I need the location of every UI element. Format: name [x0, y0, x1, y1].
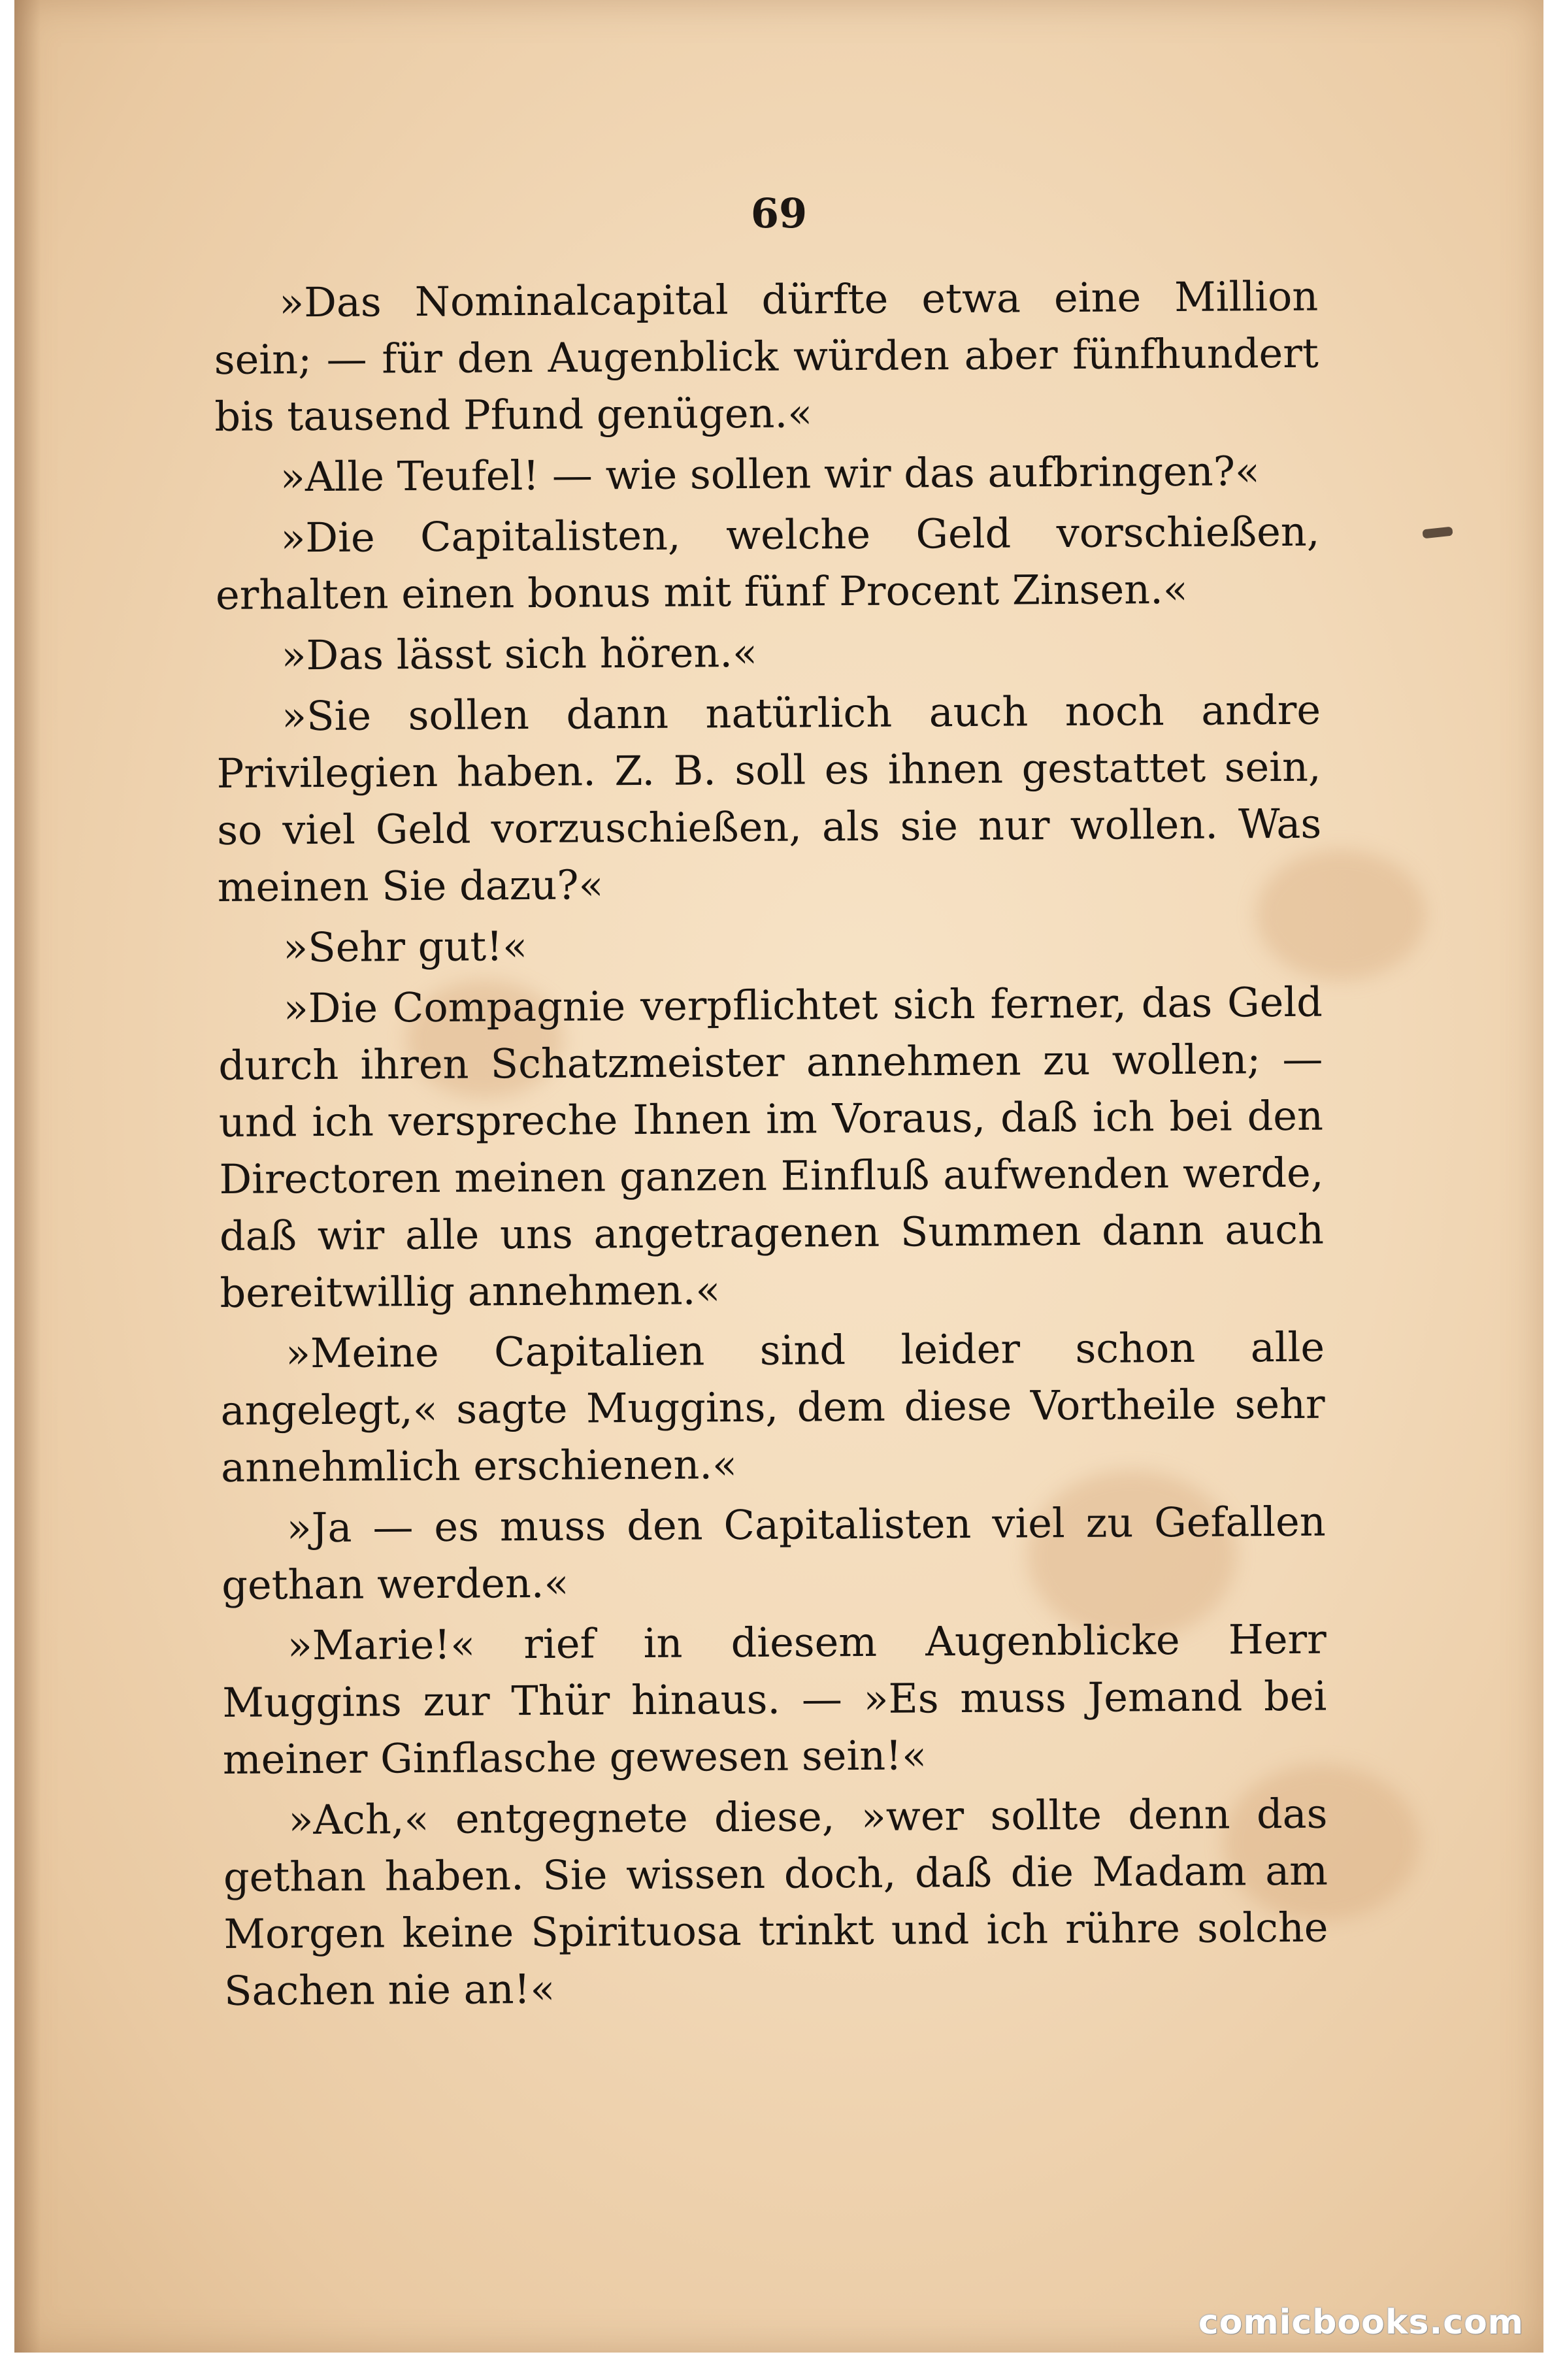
- paragraph: »Ach,« entgegnete diese, »wer sollte denn das gethan haben. Sie wissen doch, daß die Madam am Morgen keine Spirituosa trinkt und ich rühre solche Sachen nie an!«: [223, 1789, 1328, 2015]
- body-text: [214, 268, 1328, 2023]
- binding-edge: [14, 0, 41, 2353]
- paragraph: »Die Compagnie verpflichtet sich ferner, das Geld durch ihren Schatzmeister annehmen zu wollen; — und ich verspreche Ihnen im Voraus, daß ich bei den Directoren meinen ganzen Einfluß aufwenden werde, daß wir alle uns angetragenen Summen dann auch bereitwillig annehmen.«: [218, 978, 1325, 1317]
- ink-mark: [1422, 527, 1453, 539]
- paragraph: »Sehr gut!«: [283, 922, 528, 972]
- paragraph: »Das lässt sich hören.«: [281, 628, 758, 680]
- paragraph: »Die Capitalisten, welche Geld vorschießen, erhalten einen bonus mit fünf Procent Zinsen.«: [215, 507, 1320, 619]
- book-page: [14, 0, 1543, 2353]
- paragraph: »Sie sollen dann natürlich auch noch andre Privilegien haben. Z. B. soll es ihnen gestattet sein, so viel Geld vorzuschießen, als sie nur wollen. Was meinen Sie dazu?«: [216, 686, 1322, 911]
- watermark: comicbooks.com: [1198, 2303, 1524, 2342]
- page-number: 69: [750, 190, 808, 237]
- paragraph: »Marie!« rief in diesem Augenblicke Herr Muggins zur Thür hinaus. — »Es muss Jemand bei meiner Ginflasche gewesen sein!«: [222, 1615, 1327, 1783]
- paragraph: »Ja — es muss den Capitalisten viel zu Gefallen gethan werden.«: [222, 1497, 1326, 1609]
- paragraph: »Alle Teufel! — wie sollen wir das aufbringen?«: [280, 447, 1261, 501]
- paragraph: »Das Nominalcapital dürfte etwa eine Million sein; — für den Augenblick würden aber fünfhundert bis tausend Pfund genügen.«: [214, 272, 1319, 440]
- paragraph: »Meine Capitalien sind leider schon alle angelegt,« sagte Muggins, dem diese Vortheile sehr annehmlich erschienen.«: [220, 1323, 1325, 1491]
